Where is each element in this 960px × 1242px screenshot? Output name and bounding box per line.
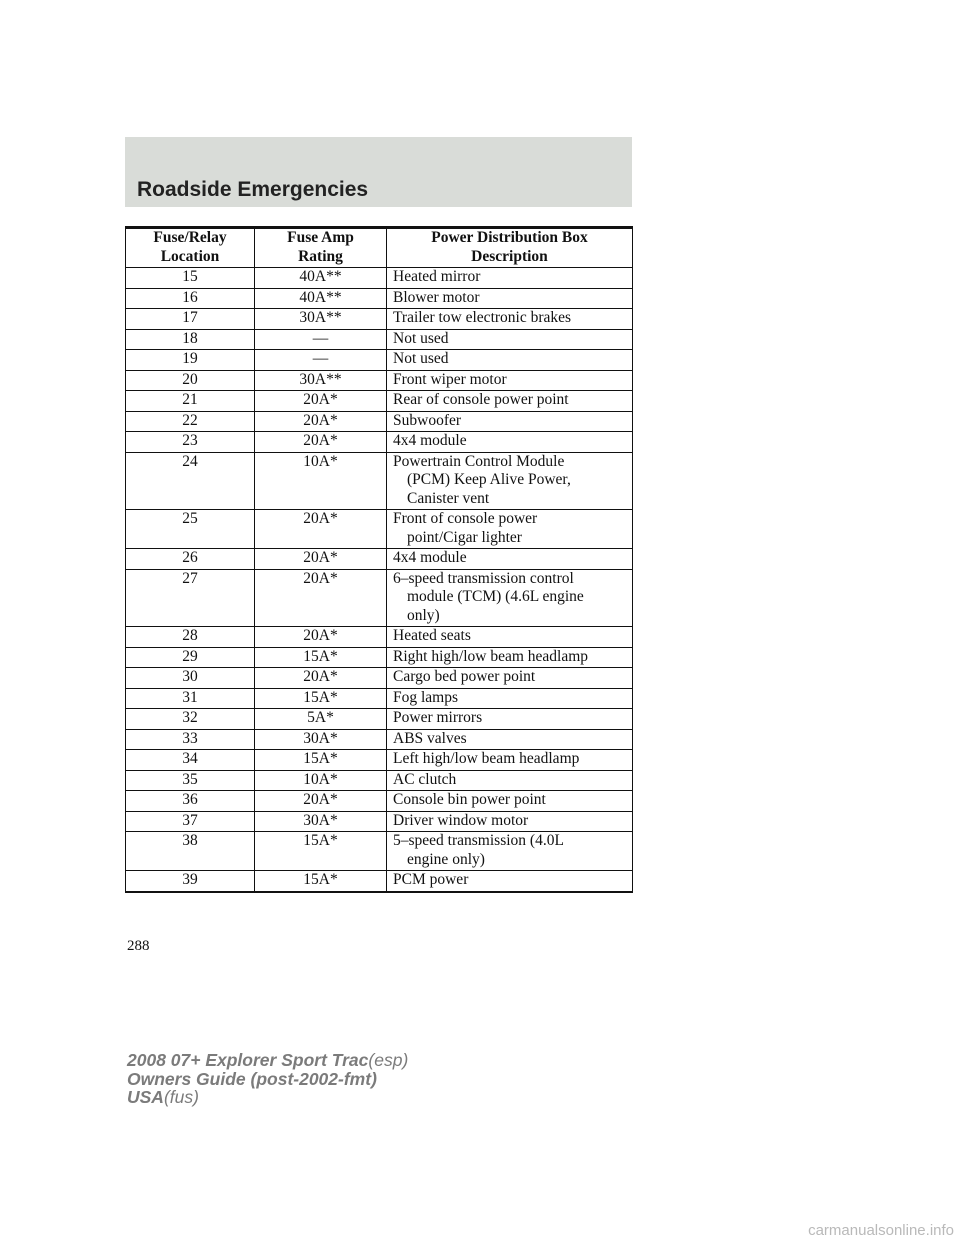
description-line: Driver window motor [393,811,529,829]
fuse-location-cell: 33 [126,729,255,750]
description-line: Power mirrors [393,709,483,726]
description-line: Cargo bed power point [393,668,536,685]
fuse-description-cell [387,452,633,510]
table-row [126,391,633,412]
description-line: Front wiper motor [393,370,507,388]
fuse-description-cell [387,770,633,791]
fuse-description-cell [387,709,633,730]
fuse-amp-cell: 20A* [255,549,387,570]
table-header-row [126,228,633,268]
fuse-location-cell: 27 [126,569,255,627]
description-line: Console bin power point [393,791,546,808]
fuse-description-cell [387,432,633,453]
description-line: ABS valves [393,729,467,747]
fuse-location-cell: 18 [126,329,255,350]
fuse-description-cell [387,288,633,309]
table-row [126,452,633,510]
table-row [126,770,633,791]
fuse-amp-cell: 15A* [255,750,387,771]
fuse-location-cell: 35 [126,770,255,791]
table-row [126,811,633,832]
description-line: 4x4 module [393,549,467,566]
table-row [126,627,633,648]
fuse-location-cell: 24 [126,452,255,510]
description-line: AC clutch [393,770,457,788]
fuse-amp-cell: 30A** [255,370,387,391]
fuse-description-cell [387,309,633,330]
fuse-location-cell: 16 [126,288,255,309]
header-description: Power Distribution Box Description [387,228,633,268]
fuse-amp-cell: 15A* [255,832,387,871]
fuse-amp-cell: — [255,329,387,350]
fuse-amp-cell: 20A* [255,668,387,689]
fuse-description-cell [387,668,633,689]
table-row [126,750,633,771]
table-row [126,432,633,453]
fuse-description-cell [387,647,633,668]
fuse-description-cell [387,329,633,350]
fuse-location-cell: 26 [126,549,255,570]
table-row [126,668,633,689]
fuse-description-cell [387,510,633,549]
description-line: Canister vent [407,489,490,507]
fuse-amp-cell: 20A* [255,569,387,627]
fuse-location-cell: 22 [126,411,255,432]
fuse-amp-cell: 30A* [255,729,387,750]
fuse-amp-cell: 30A* [255,811,387,832]
section-title: Roadside Emergencies [137,178,369,201]
table-row [126,569,633,627]
description-line: (PCM) Keep Alive Power, [407,471,571,488]
fuse-location-cell: 28 [126,627,255,648]
description-line: only) [407,606,440,624]
fuse-table [125,226,633,893]
fuse-location-cell: 15 [126,268,255,289]
fuse-amp-cell: 15A* [255,688,387,709]
fuse-location-cell: 32 [126,709,255,730]
description-line: module (TCM) (4.6L engine [407,588,584,605]
description-line: PCM power [393,871,469,888]
fuse-amp-cell: 40A** [255,268,387,289]
fuse-description-cell [387,871,633,892]
fuse-description-cell [387,791,633,812]
table-row [126,411,633,432]
fuse-amp-cell: 10A* [255,770,387,791]
footer-line-3: USA(fus) [127,1087,199,1107]
table-row [126,729,633,750]
header-location: Fuse/Relay Location [126,228,255,268]
description-line: Powertrain Control Module [393,452,565,470]
description-line: Heated seats [393,627,471,644]
fuse-description-cell [387,268,633,289]
description-line: engine only) [407,850,485,868]
fuse-location-cell: 30 [126,668,255,689]
table-row [126,370,633,391]
fuse-amp-cell: 5A* [255,709,387,730]
fuse-amp-cell: 20A* [255,791,387,812]
fuse-description-cell [387,688,633,709]
fuse-amp-cell: 15A* [255,871,387,892]
fuse-description-cell [387,391,633,412]
fuse-amp-cell: 20A* [255,432,387,453]
fuse-description-cell [387,627,633,648]
table-row [126,709,633,730]
fuse-location-cell: 23 [126,432,255,453]
description-line: Fog lamps [393,688,459,706]
fuse-amp-cell: 20A* [255,627,387,648]
table-row [126,832,633,871]
description-line: Left high/low beam headlamp [393,750,580,767]
fuse-description-cell [387,569,633,627]
description-line: Subwoofer [393,411,462,429]
description-line: 5–speed transmission (4.0L [393,832,564,849]
table-row [126,350,633,371]
footer-line-1: 2008 07+ Explorer Sport Trac(esp) [127,1050,409,1070]
fuse-location-cell: 29 [126,647,255,668]
table-row [126,510,633,549]
description-line: Not used [393,350,449,367]
table-row [126,791,633,812]
fuse-location-cell: 39 [126,871,255,892]
fuse-description-cell [387,411,633,432]
fuse-amp-cell: 30A** [255,309,387,330]
description-line: Blower motor [393,288,480,306]
fuse-description-cell [387,350,633,371]
description-line: point/Cigar lighter [407,528,522,546]
description-line: Not used [393,329,449,347]
fuse-amp-cell: — [255,350,387,371]
fuse-amp-cell: 20A* [255,411,387,432]
fuse-location-cell: 21 [126,391,255,412]
table-row [126,549,633,570]
fuse-location-cell: 38 [126,832,255,871]
description-line: 4x4 module [393,432,467,449]
footer-line-2: Owners Guide (post-2002-fmt) [127,1068,377,1089]
fuse-description-cell [387,832,633,871]
description-line: 6–speed transmission control [393,569,574,587]
fuse-description-cell [387,729,633,750]
table-row [126,871,633,892]
table-row [126,288,633,309]
page-number: 288 [127,938,150,954]
fuse-location-cell: 19 [126,350,255,371]
header-amp-rating: Fuse Amp Rating [255,228,387,268]
fuse-description-cell [387,750,633,771]
description-line: Front of console power [393,510,538,527]
fuse-table-body [126,268,633,892]
table-row [126,268,633,289]
fuse-amp-cell: 15A* [255,647,387,668]
table-row [126,647,633,668]
fuse-location-cell: 17 [126,309,255,330]
fuse-location-cell: 20 [126,370,255,391]
watermark: carmanualsonline.info [808,1222,954,1239]
fuse-location-cell: 25 [126,510,255,549]
fuse-description-cell [387,370,633,391]
fuse-location-cell: 31 [126,688,255,709]
fuse-description-cell [387,549,633,570]
fuse-amp-cell: 20A* [255,510,387,549]
fuse-description-cell [387,811,633,832]
fuse-amp-cell: 40A** [255,288,387,309]
description-line: Trailer tow electronic brakes [393,309,572,326]
table-row [126,688,633,709]
table-row [126,329,633,350]
table-row [126,309,633,330]
description-line: Right high/low beam headlamp [393,647,589,665]
description-line: Heated mirror [393,268,481,285]
description-line: Rear of console power point [393,391,569,408]
fuse-amp-cell: 10A* [255,452,387,510]
document-footer [127,1051,408,1107]
fuse-amp-cell: 20A* [255,391,387,412]
fuse-location-cell: 34 [126,750,255,771]
fuse-location-cell: 37 [126,811,255,832]
fuse-location-cell: 36 [126,791,255,812]
